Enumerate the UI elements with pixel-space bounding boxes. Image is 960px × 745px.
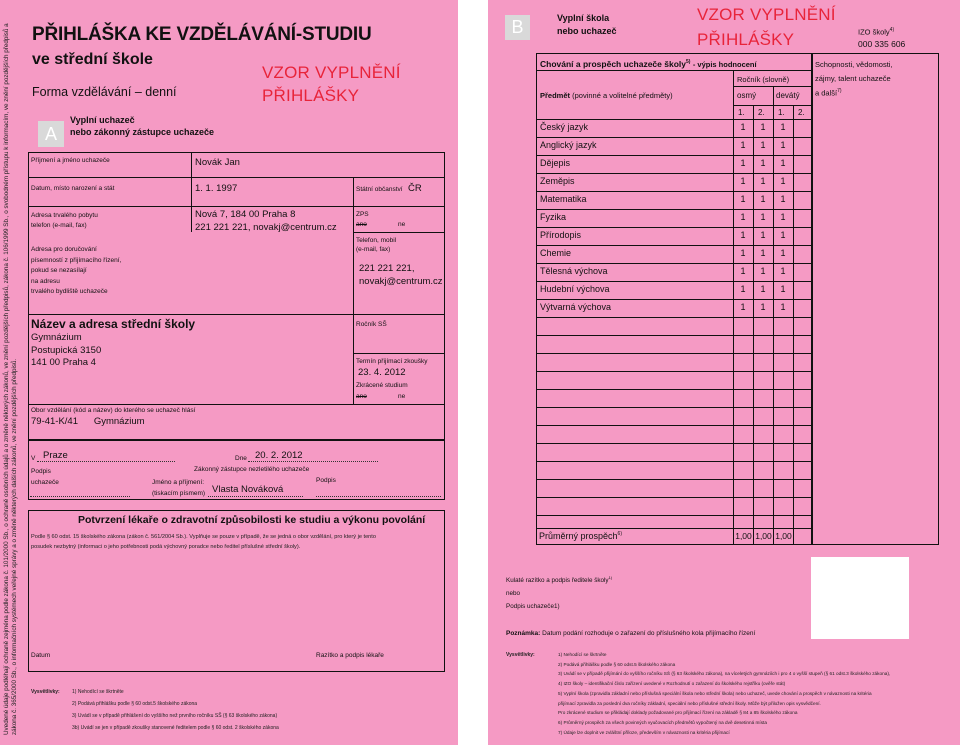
table-row-line <box>536 479 812 480</box>
abilities-label: Schopnosti, vědomosti, zájmy, talent uchazeče a další$^{7)}$ <box>815 60 893 98</box>
table-row-line <box>536 353 812 354</box>
school-fill-heading <box>557 12 617 38</box>
table-row-line <box>536 281 812 282</box>
subject-header-note: (povinné a volitelné předměty) <box>572 91 673 100</box>
medical-text <box>31 532 376 552</box>
rep-name-value[interactable]: Vlasta Nováková <box>212 484 284 495</box>
field-label: Obor vzdělání (kód a název) do kterého se uchazeč hlásí <box>31 407 196 414</box>
grade-header: Ročník (slovně) <box>737 75 790 84</box>
subject-mark[interactable]: 1 <box>740 248 746 258</box>
table-title: Chování a prospěch uchazeče školy$^{5)}$ - výpis hodnocení <box>540 59 757 69</box>
table-row-line <box>536 515 812 516</box>
subject-name: Dějepis <box>540 158 571 168</box>
phone2-label <box>356 236 396 254</box>
school-value[interactable] <box>31 332 101 370</box>
average-value[interactable]: 1,00 <box>775 531 792 541</box>
grade-ninth: devátý <box>776 91 800 100</box>
subject-mark[interactable]: 1 <box>760 248 766 258</box>
name-label: Příjmení a jméno uchazeče <box>31 157 110 164</box>
note-item: 4) IZO školy – identifikační číslo zařízení uvedené v Rozhodnutí o zařazení do školského rejstříku (ověře stát) <box>558 681 786 687</box>
medical-text-line: posudek nezbytný (informaci o jeho potřebnosti podá výchovný poradce nebo ředitel příslušné střední školy). <box>31 544 301 550</box>
subject-mark[interactable]: 1 <box>740 122 746 132</box>
semester-label: 2. <box>798 108 805 117</box>
birth-value[interactable]: 1. 1. 1997 <box>195 183 238 194</box>
medical-date-label: Datum <box>31 652 51 659</box>
subject-mark[interactable]: 1 <box>760 212 766 222</box>
school-title: Název a adresa střední školy <box>31 317 196 331</box>
subject-mark[interactable]: 1 <box>740 212 746 222</box>
izo-value[interactable]: 000 335 606 <box>858 39 906 49</box>
table-row-line <box>536 137 812 138</box>
subject-mark[interactable]: 1 <box>780 176 786 186</box>
subject-mark[interactable]: 1 <box>740 302 746 312</box>
stamp-label: Kulaté razítko a podpis ředitele školy$^{1)}$ nebo Podpis uchazeče1) <box>506 571 612 613</box>
sign-line: Podpis <box>31 468 51 475</box>
subject-mark[interactable]: 1 <box>780 122 786 132</box>
rep-name-label <box>152 477 205 499</box>
notes-label: Vysvětlivky: <box>31 689 60 695</box>
sample-stamp-line-2: PŘIHLÁŠKY <box>262 86 360 105</box>
year-label: Ročník SŠ <box>356 321 387 328</box>
average-value[interactable]: 1,00 <box>735 531 752 541</box>
semester-label: 1. <box>778 108 785 117</box>
delivery-line: na adresu <box>31 277 60 285</box>
subject-mark[interactable]: 1 <box>760 140 766 150</box>
subject-name: Anglický jazyk <box>540 140 597 150</box>
table-row-line <box>536 389 812 390</box>
fill-heading-line-1: Vyplní škola <box>557 13 610 23</box>
applicant-sign-label <box>31 466 59 488</box>
subject-name: Zeměpis <box>540 176 575 186</box>
semester-label: 2. <box>758 108 765 117</box>
table-row-line <box>536 227 812 228</box>
subject-name: Výtvarná výchova <box>540 302 612 312</box>
subject-name: Tělesná výchova <box>540 266 608 276</box>
subject-mark[interactable]: 1 <box>760 122 766 132</box>
note-item: 2) Podává přihlášku podle § 60 odst.5 školského zákona <box>558 661 676 667</box>
delivery-line: Adresa pro doručování <box>31 246 97 253</box>
subject-mark[interactable]: 1 <box>760 176 766 186</box>
form-page-a <box>0 0 458 745</box>
medical-text-line: Podle § 60 odst. 15 školského zákona (zákon č. 561/2004 Sb.). Vyplňuje se pouze v případě, že se jedná o obor vzdělání, pro který je tento <box>31 534 376 540</box>
remark-label: Poznámka: <box>506 630 541 637</box>
subject-header <box>540 91 673 100</box>
exam-date-value[interactable]: 23. 4. 2012 <box>358 367 406 378</box>
note-item: 3) Uvádí se v případě přijímání do vyššího ročníku SŠ (§ 63 školského zákona), na víceletých gymnáziích i pro 4 o vyšší stupeň (§ 61 odst.3 školského zákona), <box>558 671 891 677</box>
subject-mark[interactable]: 1 <box>780 266 786 276</box>
notes-label: Vysvětlivky: <box>506 652 535 658</box>
subject-mark[interactable]: 1 <box>760 230 766 240</box>
form-subtitle: ve střední škole <box>32 51 153 68</box>
subject-name: Přírodopis <box>540 230 582 240</box>
remark <box>506 630 755 637</box>
abilities-line: Schopnosti, vědomosti, <box>815 60 893 69</box>
phone2-value-line: 221 221 221, <box>359 263 415 274</box>
name-label-line: Jméno a příjmení: <box>152 479 205 486</box>
table-row-line <box>536 173 812 174</box>
subject-mark[interactable]: 1 <box>740 158 746 168</box>
table-row-line <box>536 245 812 246</box>
abilities-box <box>812 53 939 545</box>
fill-heading-line-2: nebo zákonný zástupce uchazeče <box>70 127 215 137</box>
phone2-line: Telefon, mobil <box>356 237 397 244</box>
subject-mark[interactable]: 1 <box>780 248 786 258</box>
name-value[interactable]: Novák Jan <box>195 157 240 168</box>
abilities-line: a další <box>815 88 838 98</box>
zps-yes: ano <box>356 221 367 228</box>
table-row-line <box>536 263 812 264</box>
table-row-line <box>536 299 812 300</box>
delivery-label <box>31 245 121 298</box>
fill-heading <box>70 114 214 138</box>
table-row-line <box>536 335 812 336</box>
average-value[interactable]: 1,00 <box>755 531 772 541</box>
phone2-line: (e-mail, fax) <box>356 246 391 253</box>
izo-label: IZO školy$^{4)}$ <box>858 27 895 37</box>
subject-mark[interactable]: 1 <box>740 194 746 204</box>
subject-mark[interactable]: 1 <box>760 302 766 312</box>
average-label-text: Průměrný prospěch <box>539 531 618 541</box>
subject-mark[interactable]: 1 <box>740 176 746 186</box>
sample-stamp-line-1: VZOR VYPLNĚNÍ <box>697 5 836 24</box>
school-line: Gymnázium <box>31 332 82 343</box>
table-row-line <box>536 317 812 318</box>
table-row-line <box>536 155 812 156</box>
note-item: 1) Nehodící se škrtněte <box>558 652 607 657</box>
note-item: 7) Údaje lze doplnit ve zvláštní příloze, především v návaznosti na kritéria přijímací <box>558 729 730 735</box>
subject-mark[interactable]: 1 <box>780 302 786 312</box>
note-item: přijímací zpravidla za poslední dva ročníky základní, speciální nebo příslušné střední školy. Může být přiložen opis vysvědčení. <box>558 700 821 706</box>
shortened-yes: ano <box>356 393 367 400</box>
table-title-suffix: - výpis hodnocení <box>692 60 757 69</box>
subject-name: Český jazyk <box>540 122 589 132</box>
subject-mark[interactable]: 1 <box>780 158 786 168</box>
shortened-label: Zkrácené studium <box>356 382 408 389</box>
subject-mark[interactable]: 1 <box>740 284 746 294</box>
table-row-line <box>536 443 812 444</box>
note-item: 2) Podává přihlášku podle § 60 odst.5 školského zákona <box>72 701 198 707</box>
exam-date-label: Termín přijímací zkoušky <box>356 358 428 365</box>
subject-name: Fyzika <box>540 212 567 222</box>
fill-heading-line-2: nebo uchazeč <box>557 26 617 36</box>
subject-mark[interactable]: 1 <box>740 140 746 150</box>
subject-mark[interactable]: 1 <box>760 158 766 168</box>
field-value[interactable]: 79-41-K/41 Gymnázium <box>31 416 145 427</box>
place-label: V <box>31 455 36 462</box>
subject-mark[interactable]: 1 <box>740 230 746 240</box>
school-line: 141 00 Praha 4 <box>31 357 96 368</box>
rep-sign-label: Zákonný zástupce nezletilého uchazeče <box>194 466 310 473</box>
subject-mark[interactable]: 1 <box>780 194 786 204</box>
abilities-line: zájmy, talent uchazeče <box>815 73 891 83</box>
note-item: 1) Nehodící se škrtněte <box>72 689 124 695</box>
average-label: Průměrný prospěch$^{6)}$ <box>539 531 622 541</box>
remark-text: Datum podání rozhoduje o zařazení do příslušného kola přijímacího řízení <box>542 630 756 637</box>
delivery-line: pokud se nezasílají <box>31 267 87 274</box>
table-row-line <box>536 191 812 192</box>
address-label: Adresa trvalého pobytu <box>31 212 98 219</box>
subject-mark[interactable]: 1 <box>740 266 746 276</box>
fill-heading-line-1: Vyplní uchazeč <box>70 115 135 125</box>
stamp-box <box>811 557 909 639</box>
form-page-b <box>488 0 960 745</box>
phone2-value-line: novakj@centrum.cz <box>359 276 443 287</box>
subject-name: Chemie <box>540 248 572 258</box>
subject-mark[interactable]: 1 <box>760 284 766 294</box>
zps-no: ne <box>398 221 406 228</box>
note-item: Pro zkrácené studium se přikládají doklady požadované pro přijímací řízení na základě § 84 a 85 školského zákona <box>558 710 798 716</box>
subject-mark[interactable]: 1 <box>780 140 786 150</box>
table-title-text: Chování a prospěch uchazeče školy <box>540 59 686 69</box>
grade-eighth: osmý <box>737 91 757 100</box>
medical-title: Potvrzení lékaře o zdravotní způsobilosti ke studiu a výkonu povolání <box>78 514 426 526</box>
phone-label: telefon (e-mail, fax) <box>31 222 87 229</box>
table-row-line <box>536 407 812 408</box>
date-label: Dne <box>235 455 247 462</box>
note-item: 5) Vyplní škola (zpravidla základní nebo příslušná speciální škola nebo střední škola) nebo uchazeč, uvede chování a prospěch v návaznosti na kritéria <box>558 690 872 696</box>
sample-stamp-line-2: PŘIHLÁŠKY <box>697 30 795 49</box>
section-badge-b: B <box>505 15 530 40</box>
place-value[interactable]: Praze <box>43 450 68 461</box>
table-row-line <box>536 497 812 498</box>
education-form: Forma vzdělávání – denní <box>32 85 177 99</box>
zps-label: ZPS <box>356 211 369 218</box>
note-item: 6) Průměrný prospěch za všech povinných vyučovacích předmětů vypočtený na dvě desetinná místa <box>558 719 767 725</box>
stamp-line: Kulaté razítko a podpis ředitele školy <box>506 577 609 585</box>
subject-mark[interactable]: 1 <box>780 284 786 294</box>
sample-stamp-line-1: VZOR VYPLNĚNÍ <box>262 63 401 82</box>
subject-header-bold: Předmět <box>540 91 571 100</box>
subject-name: Matematika <box>540 194 587 204</box>
phone-value[interactable]: 221 221 221, novakj@centrum.cz <box>195 222 337 233</box>
table-row-line <box>536 371 812 372</box>
shortened-no: ne <box>398 393 406 400</box>
izo-label-text: IZO školy <box>858 27 890 37</box>
table-row-line <box>536 425 812 426</box>
subject-mark[interactable]: 1 <box>760 194 766 204</box>
subject-mark[interactable]: 1 <box>780 230 786 240</box>
delivery-line: písemností z přijímacího řízení, <box>31 256 122 264</box>
semester-label: 1. <box>738 108 745 117</box>
name-label-line: (tiskacím písmem) <box>152 490 206 497</box>
table-row-line <box>536 209 812 210</box>
date-value[interactable]: 20. 2. 2012 <box>255 450 303 461</box>
delivery-line: trvalého bydliště uchazeče <box>31 288 108 295</box>
birth-label: Datum, místo narození a stát <box>31 185 115 192</box>
note-item: 3b) Uvádí se jen v případě zkoušky stanovené ředitelem podle § 60 odst. 2 školského zákona <box>72 725 279 731</box>
sign-label: Podpis <box>316 477 336 484</box>
form-title: PŘIHLÁŠKA KE VZDĚLÁVÁNÍ-STUDIU <box>32 24 372 45</box>
table-row-line <box>536 461 812 462</box>
citizenship-value[interactable]: ČR <box>408 183 422 194</box>
address-value[interactable]: Nová 7, 184 00 Praha 8 <box>195 209 296 220</box>
stamp-line: nebo <box>506 590 521 598</box>
phone2-value[interactable] <box>359 262 443 288</box>
citizenship-label: Státní občanství <box>356 186 403 193</box>
subject-mark[interactable]: 1 <box>780 212 786 222</box>
school-line: Postupická 3150 <box>31 344 102 356</box>
section-badge-a: A <box>38 121 64 147</box>
note-item: 3) Uvádí se v případě přihlášení do vyššího než prvního ročníku SŠ (§ 63 školského zákona) <box>72 713 278 719</box>
subject-name: Hudební výchova <box>540 284 610 294</box>
medical-stamp-label: Razítko a podpis lékaře <box>316 652 384 659</box>
sign-line: uchazeče <box>31 479 59 486</box>
legal-side-text: Uvedené údaje podléhají ochraně zejména podle zákona č. 101/2000 Sb., o ochraně osobních údajů a o změně některých zákonů, ve znění pozdějších předpisů, zákona č. 106/1999 Sb., o svobodném přístupu k informacím, ve znění pozdějších předpisů a zákona č. 365/2000 Sb., o informačních systémech veřejné správy a o změně některých dalších zákonů, ve znění pozdějších předpisů. <box>3 23 18 735</box>
stamp-line: Podpis uchazeče1) <box>506 603 560 611</box>
subject-mark[interactable]: 1 <box>760 266 766 276</box>
